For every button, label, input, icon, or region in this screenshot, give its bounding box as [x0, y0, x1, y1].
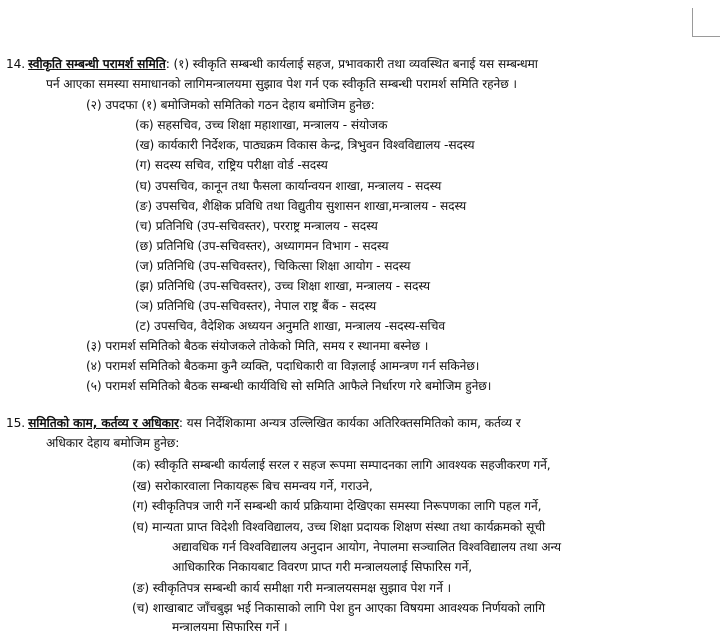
- section-intro: : यस निर्देशिकामा अन्यत्र उल्लिखित कार्यका अतिरिक्तसमितिको काम, कर्तव्य र: [178, 416, 521, 430]
- section-intro-continued: पर्न आएका समस्या समाधानको लागिमन्त्रालयमा सुझाव पेश गर्न एक स्वीकृति सम्बन्धी परामर्श समिति रहनेछ ।: [46, 77, 517, 91]
- member-item: (ग) सदस्य सचिव, राष्ट्रिय परीक्षा वोर्ड -सदस्य: [135, 158, 328, 172]
- section-heading: समितिको काम, कर्तव्य र अधिकार: [28, 416, 179, 430]
- duty-item: (ख) सरोकारवाला निकायहरू बिच समन्वय गर्ने, गराउने,: [132, 479, 373, 493]
- duty-item-continued: अद्यावधिक गर्न विश्वविद्यालय अनुदान आयोग, नेपालमा सञ्चालित विश्वविद्यालय तथा अन्य: [172, 540, 561, 554]
- member-item: (ज) प्रतिनिधि (उप-सचिवस्तर), चिकित्सा शिक्षा आयोग - सदस्य: [135, 259, 411, 273]
- page-corner-mark-horizontal: [692, 36, 720, 37]
- member-item: (छ) प्रतिनिधि (उप-सचिवस्तर), अध्यागमन विभाग - सदस्य: [135, 239, 389, 253]
- member-item: (च) प्रतिनिधि (उप-सचिवस्तर), परराष्ट्र मन्त्रालय - सदस्य: [135, 219, 378, 233]
- duty-item: (च) शाखाबाट जाँचबुझ भई निकासाको लागि पेश हुन आएका विषयमा आवश्यक निर्णयको लागि: [132, 601, 545, 615]
- member-item: (झ) प्रतिनिधि (उप-सचिवस्तर), उच्च शिक्षा शाखा, मन्त्रालय - सदस्य: [135, 279, 430, 293]
- member-item: (ट) उपसचिव, वैदेशिक अध्ययन अनुमति शाखा, मन्त्रालय -सदस्य-सचिव: [135, 319, 446, 333]
- duty-item-continued: आधिकारिक निकायबाट विवरण प्राप्त गरी मन्त्रालयलाई सिफारिस गर्ने,: [172, 560, 473, 574]
- section-number: 14.: [6, 57, 26, 71]
- section-heading: स्वीकृति सम्बन्धी परामर्श समिति: [28, 57, 166, 71]
- duty-item: (घ) मान्यता प्राप्त विदेशी विश्वविद्यालय, उच्च शिक्षा प्रदायक शिक्षण संस्था तथा कार्यक्रमको सूची: [132, 520, 546, 534]
- duty-item: (क) स्वीकृति सम्बन्धी कार्यलाई सरल र सहज रूपमा सम्पादनका लागि आवश्यक सहजीकरण गर्ने,: [132, 458, 551, 472]
- section-intro: : (१) स्वीकृति सम्बन्धी कार्यलाई सहज, प्रभावकारी तथा व्यवस्थित बनाई यस सम्बन्धमा: [165, 57, 538, 71]
- section-number: 15.: [6, 416, 26, 430]
- section-intro-continued: अधिकार देहाय बमोजिम हुनेछ:: [46, 436, 180, 450]
- section-14-heading-line: [6, 55, 538, 73]
- member-item: (क) सहसचिव, उच्च शिक्षा महाशाखा, मन्त्रालय - संयोजक: [135, 118, 388, 132]
- subsection-2-intro: (२) उपदफा (१) बमोजिमको समितिको गठन देहाय बमोजिम हुनेछ:: [86, 98, 375, 112]
- duty-item: (ग) स्वीकृतिपत्र जारी गर्ने सम्बन्धी कार्य प्रक्रियामा देखिएका समस्या निरूपणका लागि पहल गर्ने,: [132, 499, 542, 513]
- duty-item-continued: मन्त्रालयमा सिफारिस गर्ने ।: [172, 620, 288, 634]
- page-corner-mark: [692, 8, 693, 36]
- subsection-5: (५) परामर्श समितिको बैठक सम्बन्धी कार्यविधि सो समिति आफैले निर्धारण गरे बमोजिम हुनेछ।: [86, 379, 492, 393]
- member-item: (घ) उपसचिव, कानून तथा फैसला कार्यान्वयन शाखा, मन्त्रालय - सदस्य: [135, 179, 442, 193]
- subsection-3: (३) परामर्श समितिको बैठक संयोजकले तोकेको मिति, समय र स्थानमा बस्नेछ ।: [86, 339, 429, 353]
- subsection-4: (४) परामर्श समितिको बैठकमा कुनै व्यक्ति, पदाधिकारी वा विज्ञलाई आमन्त्रण गर्न सकिनेछ।: [86, 359, 480, 373]
- member-item: (ञ) प्रतिनिधि (उप-सचिवस्तर), नेपाल राष्ट्र बैंक - सदस्य: [135, 299, 377, 313]
- member-item: (ङ) उपसचिव, शैक्षिक प्रविधि तथा विद्युतीय सुशासन शाखा,मन्त्रालय - सदस्य: [135, 199, 467, 213]
- member-item: (ख) कार्यकारी निर्देशक, पाठ्यक्रम विकास केन्द्र, त्रिभुवन विश्वविद्यालय -सदस्य: [135, 138, 475, 152]
- duty-item: (ङ) स्वीकृतिपत्र सम्बन्धी कार्य समीक्षा गरी मन्त्रालयसमक्ष सुझाव पेश गर्ने ।: [132, 581, 452, 595]
- section-15-heading-line: [6, 414, 521, 432]
